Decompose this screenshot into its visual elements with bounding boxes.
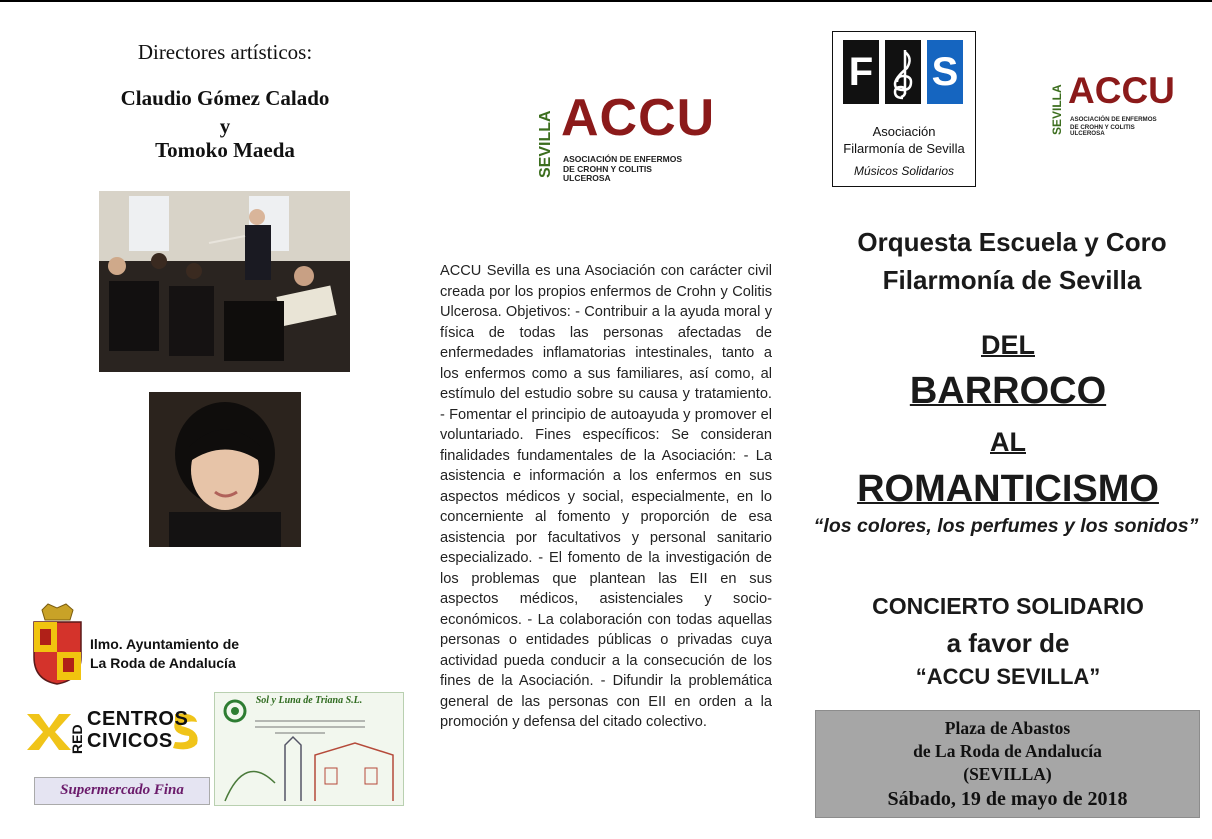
ayuntamiento-name-line1: Ilmo. Ayuntamiento de [90,636,240,652]
accu-description: ACCU Sevilla es una Asociación con carácter civil creada por los propios enfermos de Crohn y Colitis Ulcerosa. Objetivos: - Contribuir a la ayuda moral y física de todas las personas afectadas de enfermedades inflamatorias intestinales, tanto a los enfermos como a sus familiares, así como, al estímulo del estudio sobre su causa y tratamiento. - Fomentar el principio de autoayuda y promover el voluntariado. Fines específicos: Se consideran finalidades fundamentales de la Asociación: - La asistencia e información a los enfermos en sus aspectos médicos y social, especialmente, en lo concerniente al fomento y proporción de esa asistencia por facultativos y personal sanitario especializado. - El fomento de la investigación de los problemas que plantean las EII en sus aspectos médicos, asistenciales y socio-económicos. - La colaboración con todas aquellas personas o entidades públicas o privadas cuya actividad pueda conducir a la consecución de los fines de la Asociación. - Difundir la problemática general de las personas con EII en orden a la promoción y defensa del citado colectivo. [440,263,772,730]
fs-letter-right: S [927,40,963,104]
accu-sub-line1-small: ASOCIACIÓN DE ENFERMOS [1070,116,1157,123]
accu-main-label: ACCU [561,89,716,147]
accu-sub-line2: DE CROHN Y COLITIS ULCEROSA [563,164,652,183]
venue-line1: Plaza de Abastos [944,718,1071,738]
directors-label: Directores artísticos: [137,40,313,64]
ayuntamiento-crest-icon [30,602,85,686]
sol-y-luna-logo [214,692,404,806]
treble-clef-icon [885,40,921,104]
accu-side-label: SEVILLA [537,110,554,178]
director-name-1: Claudio Gómez Calado [120,86,330,110]
title-subtitle: “los colores, los perfumes y los sonidos” [813,515,1199,537]
accu-logo-center [535,89,716,184]
top-border [0,0,1212,2]
supermercado-fina-logo [34,777,210,805]
fs-line1: Asociación [872,124,936,139]
red-top-label: CENTROS [87,708,189,730]
accu-sub-line1: ASOCIACIÓN DE ENFERMOS [563,154,683,164]
venue-line3: (SEVILLA) [963,764,1052,784]
sol-y-luna-drawing [215,693,403,805]
accu-main-label-small: ACCU [1068,70,1175,111]
accu-sub-line2-small: DE CROHN Y COLITIS ULCEROSA [1070,124,1135,138]
fs-line2: Filarmonía de Sevilla [843,141,965,156]
portrait-illustration [149,392,301,547]
red-side-label: RED [69,724,85,754]
orchestra-photo [99,191,350,372]
directors-conjunction: y [219,114,231,138]
title-barroco: BARROCO [909,370,1107,412]
red-centros-civicos-logo [25,706,205,754]
concert-line3: “ACCU SEVILLA” [915,664,1101,689]
venue-line2: de La Roda de Andalucía [913,741,1102,761]
red-bottom-label: CIVICOS [87,730,173,752]
orchestra-name-line2: Filarmonía de Sevilla [882,265,1142,295]
title-del: DEL [981,330,1035,360]
concert-line2: a favor de [946,628,1070,658]
venue-box [815,710,1200,818]
orchestra-illustration [99,191,350,372]
fs-letter-left: F [843,40,879,104]
accu-side-label-small: SEVILLA [1050,84,1064,135]
concert-line1: CONCIERTO SOLIDARIO [872,593,1144,619]
sol-y-luna-title: Sol y Luna de Triana S.L. [255,695,363,706]
ayuntamiento-name-line2: La Roda de Andalucía [90,655,236,671]
title-al: AL [990,427,1026,457]
director-name-2: Tomoko Maeda [155,138,295,162]
orchestra-name-line1: Orquesta Escuela y Coro [857,227,1167,257]
conductor-portrait-photo [149,392,301,547]
accu-logo-right [1050,70,1175,138]
filarmonia-logo [832,31,976,187]
venue-date: Sábado, 19 de mayo de 2018 [887,788,1128,810]
supermercado-label: Supermercado Fina [60,782,184,798]
title-romanticismo: ROMANTICISMO [857,468,1159,510]
fs-line3: Músicos Solidarios [853,164,955,178]
